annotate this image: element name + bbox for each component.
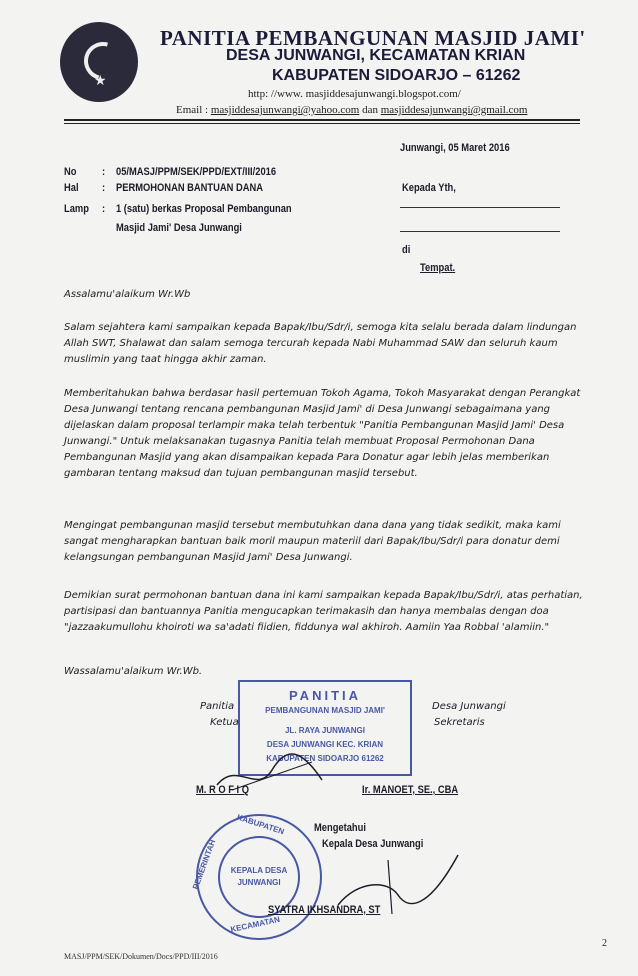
letterhead-web[interactable]: http: //www. masjiddesajunwangi.blogspot.com/ [248, 88, 461, 100]
greeting: Assalamu'alaikum Wr.Wb [64, 289, 191, 300]
panitia-label: Panitia [200, 701, 235, 712]
paragraph-1: Salam sejahtera kami sampaikan kepada Bapak/Ibu/Sdr/i, semoga kita selalu berada dalam lindungan Allah SWT, Shalawat dan salam semoga tercurah kepada Nabi Muhammad SAW dan seluruh kaum muslimin yang taat hingga akhir zaman. [64, 322, 577, 365]
stamp-line-3: JL. RAYA JUNWANGI [284, 726, 366, 735]
letterhead-village: DESA JUNWANGI, KECAMATAN KRIAN [226, 47, 526, 64]
sekretaris-name: Ir. MANOET, SE., CBA [362, 784, 459, 796]
mosque-committee-logo [60, 22, 138, 102]
email-link-2[interactable]: masjiddesajunwangi@gmail.com [380, 104, 528, 116]
village-stamp-inner-1: KEPALA DESA [230, 866, 288, 875]
lamp-colon: : [102, 203, 106, 215]
recipient-di: di [402, 244, 411, 256]
header-rule [64, 119, 580, 121]
ketua-name: M. R O F I Q [196, 784, 249, 796]
ketua-label: Ketua [210, 717, 239, 728]
village-stamp-top: KABUPATEN [235, 812, 286, 837]
kades-name: SYATRA IKHSANDRA, ST [268, 904, 381, 916]
email-and: dan [362, 104, 378, 116]
closing: Wassalamu'alaikum Wr.Wb. [64, 666, 203, 677]
recipient-place: Tempat. [420, 262, 456, 274]
no-label: No [64, 166, 77, 178]
recipient-label: Kepada Yth, [402, 182, 456, 194]
hal-colon: : [102, 182, 106, 194]
lamp-value-2: Masjid Jami' Desa Junwangi [116, 222, 242, 234]
no-value: 05/MASJ/PPM/SEK/PPD/EXT/III/2016 [116, 166, 277, 178]
no-colon: : [102, 166, 106, 178]
hal-label: Hal [64, 182, 79, 194]
stamp-line-5: KABUPATEN SIDOARJO 61262 [266, 754, 384, 763]
village-stamp-left: PEMERINTAH [190, 838, 218, 891]
recipient-line-2 [400, 231, 560, 232]
village-stamp-bottom: KECAMATAN [229, 914, 281, 935]
recipient-line-1 [400, 207, 560, 208]
village-stamp [190, 812, 322, 940]
panitia-desa-label: Desa Junwangi [432, 701, 506, 712]
stamp-line-2: PEMBANGUNAN MASJID JAMI' [265, 706, 385, 715]
email-link-1[interactable]: masjiddesajunwangi@yahoo.com [210, 104, 360, 116]
lamp-value: 1 (satu) berkas Proposal Pembangunan [116, 203, 292, 215]
stamp-line-4: DESA JUNWANGI KEC. KRIAN [266, 740, 384, 749]
lamp-label: Lamp [64, 203, 89, 215]
stamp-line-1: PANITIA [288, 688, 362, 703]
footer-ref: MASJ/PPM/SEK/Dokumen/Docs/PPD/III/2016 [64, 952, 218, 961]
paragraph-4: Demikian surat permohonan bantuan dana ini kami sampaikan kepada Bapak/Ibu/Sdr/i, atas perhatian, partisipasi dan bantuannya Panitia mengucapkan terimakasih dan hanya membalas dengan doa "jazzaakumullohu khoiroti wa sa'adati fiidien, fiddunya wal akhiroh. Aamiin Yaa Robbal 'alamiin." [64, 590, 583, 633]
hal-value: PERMOHONAN BANTUAN DANA [116, 182, 264, 194]
sekretaris-label: Sekretaris [434, 717, 485, 728]
paragraph-2: Memberitahukan bahwa berdasar hasil pertemuan Tokoh Agama, Tokoh Masyarakat dengan Perangkat Desa Junwangi tentang rencana pembangunan Masjid Jami' di Desa Junwangi sebagaimana yang dijelaskan dalam proposal terlampir maka telah terbentuk "Panitia Pembangunan Masjid Jami' Desa Junwangi." Untuk melaksanakan tugasnya Panitia telah membuat Proposal Permohonan Dana Pembangunan Masjid yang akan disampaikan kepada Para Donatur agar lebih jelas memberikan gambaran tentang maksud dan tujuan pembangunan masjid tersebut. [64, 388, 581, 479]
letterhead-regency: KABUPATEN SIDOARJO – 61262 [272, 67, 521, 84]
mengetahui-label: Mengetahui [314, 822, 366, 834]
letterhead-email [176, 104, 527, 116]
star-icon: ★ [94, 72, 107, 88]
letterhead-org: PANITIA PEMBANGUNAN MASJID JAMI' [160, 26, 586, 50]
letter-date: Junwangi, 05 Maret 2016 [400, 142, 510, 154]
header-rule-thin [64, 123, 580, 124]
village-stamp-inner-2: JUNWANGI [237, 878, 281, 887]
kades-title: Kepala Desa Junwangi [322, 838, 424, 850]
email-label: Email : [176, 104, 209, 116]
page-number: 2 [602, 938, 607, 949]
paragraph-3: Mengingat pembangunan masjid tersebut membutuhkan dana dana yang tidak sedikit, maka kami sangat mengharapkan bantuan baik moril maupun materiil dari Bapak/Ibu/Sdr/i para donatur demi kelangsungan pembangunan Masjid Jami' Desa Junwangi. [64, 520, 561, 563]
